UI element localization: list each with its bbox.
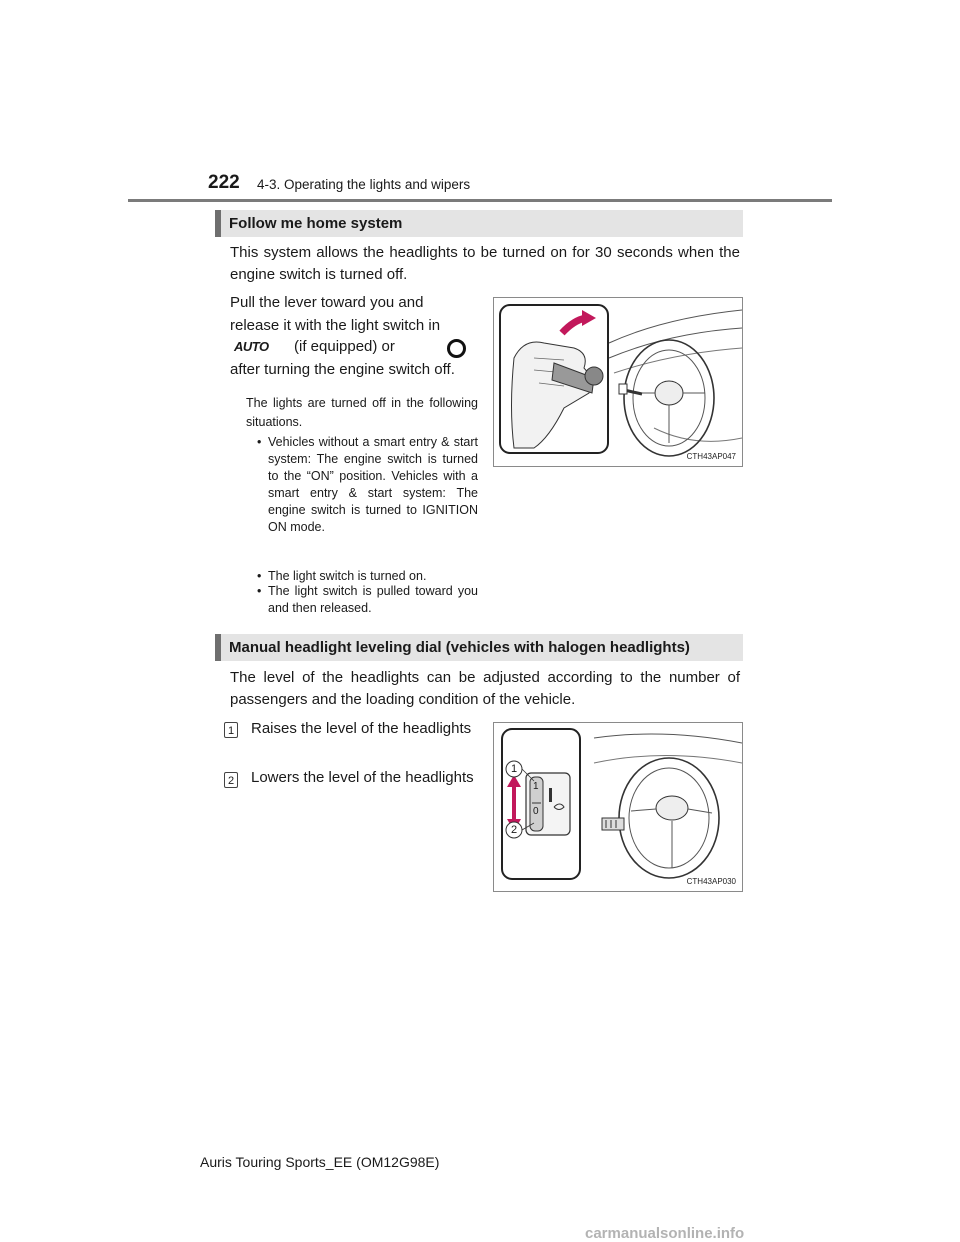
figure-light-lever [493, 297, 743, 467]
section1-note: The lights are turned off in the following situations. [246, 396, 478, 429]
section2-intro: The level of the headlights can be adjusted according to the number of passengers and the loading condition of the vehicle. [230, 669, 740, 708]
header-rule [128, 199, 832, 202]
section1-intro: This system allows the headlights to be turned on for 30 seconds when the engine switch is turned off. [230, 244, 740, 283]
figure-leveling-dial [493, 722, 743, 892]
section1-instruction-line3: (if equipped) or [294, 338, 395, 355]
figure-code: CTH43AP030 [686, 877, 736, 886]
watermark: carmanualsonline.info [585, 1225, 745, 1242]
list-item: • The light switch is turned on. [257, 569, 427, 583]
list-item: • Vehicles without a smart entry & start system: The engine switch is turned to the “ON” position. Vehicles with a smart entry & start system: The engine switch is turned to IGNITION ON mode. [257, 435, 478, 534]
section1-instruction-line1: Pull the lever toward you and [230, 294, 424, 311]
auto-icon: AUTO [234, 339, 269, 354]
chapter-title: 4-3. Operating the lights and wipers [257, 177, 471, 192]
list-item: • The light switch is pulled toward you and then released. [257, 584, 478, 615]
section-header-follow-me-home: Follow me home system [215, 210, 743, 237]
footer-model: Auris Touring Sports_EE (OM12G98E) [200, 1154, 440, 1170]
item-text-lower: Lowers the level of the headlights [251, 769, 474, 786]
figure-code: CTH43AP047 [686, 452, 736, 461]
page-number: 222 [208, 172, 240, 193]
callout-1: 1 [510, 763, 518, 775]
section-header-headlight-leveling: Manual headlight leveling dial (vehicles with halogen headlights) [215, 634, 743, 661]
leveling-dial-illustration [494, 723, 742, 891]
callout-2: 2 [510, 824, 518, 836]
section1-instruction-line2: release it with the light switch in [230, 317, 441, 334]
item-number-2: 2 [224, 772, 238, 788]
section1-instruction-line4: after turning the engine switch off. [230, 361, 455, 378]
light-lever-illustration [494, 298, 742, 466]
dial-mark-1: 1 [533, 781, 539, 792]
item-number-1: 1 [224, 722, 238, 738]
light-off-icon [447, 339, 466, 358]
item-text-raise: Raises the level of the headlights [251, 720, 472, 737]
dial-mark-0: 0 [533, 806, 539, 817]
